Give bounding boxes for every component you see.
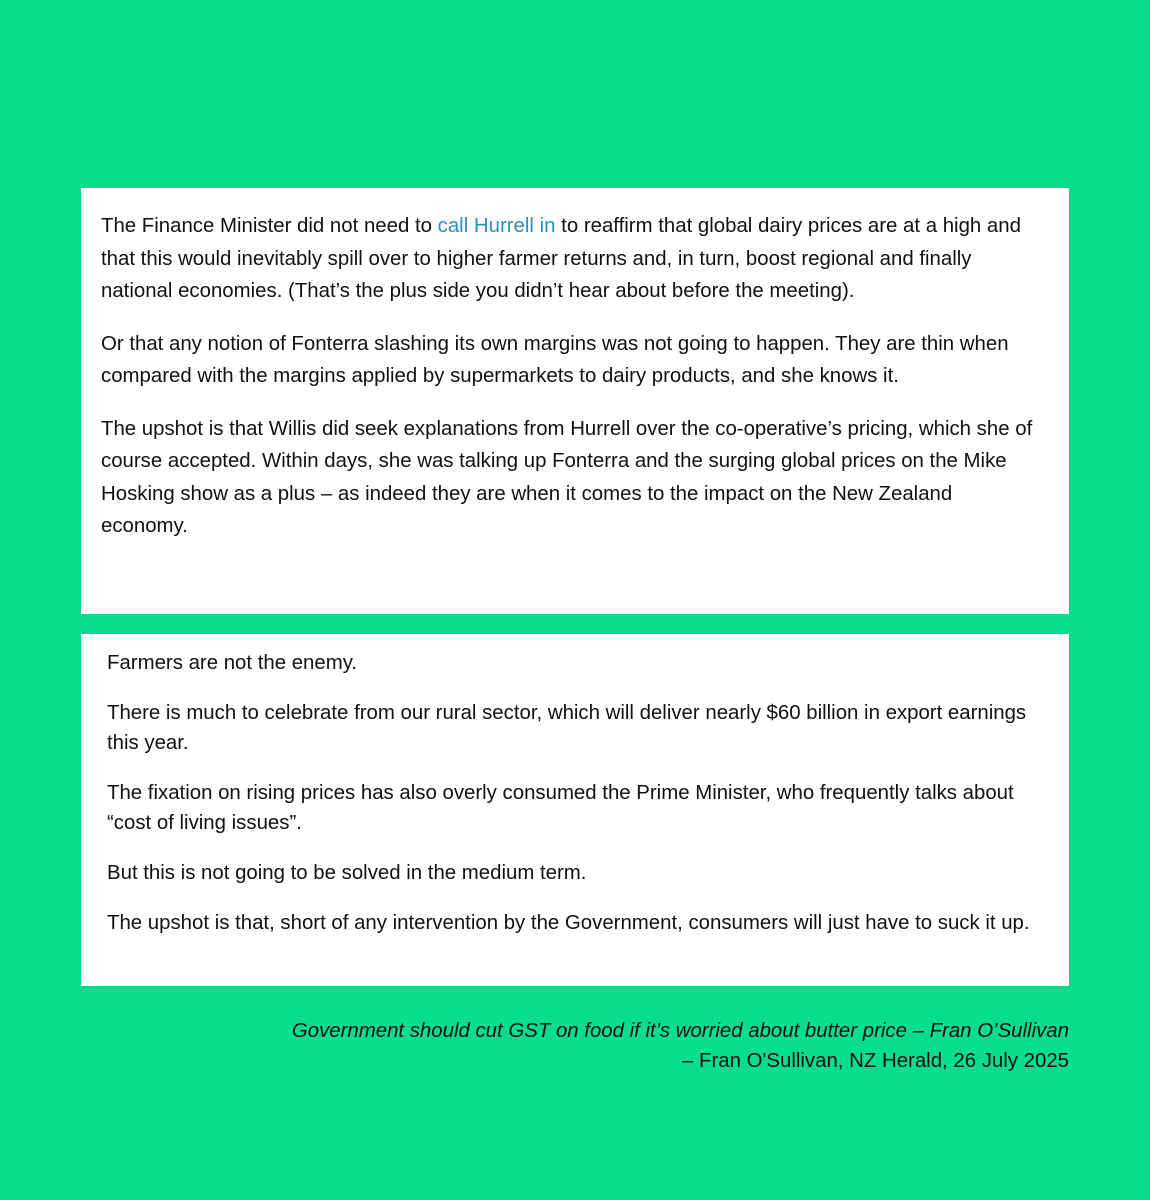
quote-paragraph-1: Farmers are not the enemy. [107, 652, 358, 674]
source-byline: – Fran O'Sullivan, NZ Herald, 26 July 2025 [682, 1050, 1069, 1072]
source-caption [292, 1016, 1069, 1076]
quote-paragraph-2: There is much to celebrate from our rural sector, which will deliver nearly $60 billion in export earnings this year. [107, 702, 1027, 754]
call-hurrell-in-link[interactable]: call Hurrell in [437, 215, 556, 237]
source-headline: Government should cut GST on food if it’s worried about butter price – Fran O’Sullivan [291, 1020, 1069, 1042]
article-paragraph-1 [101, 210, 1039, 308]
quote-excerpt-card [81, 634, 1069, 986]
article-excerpt-card [81, 188, 1069, 614]
quote-paragraph-4: But this is not going to be solved in the medium term. [107, 862, 587, 884]
article-paragraph-1-after: to reaffirm that global dairy prices are at a high and that this would inevitably spill over to higher farmer returns and, in turn, boost regional and finally national economies. (That’s the plus side you didn’t hear about before the meeting). [101, 215, 1021, 302]
quote-paragraph-3: The fixation on rising prices has also overly consumed the Prime Minister, who frequently talks about “cost of living issues”. [107, 782, 1014, 834]
article-paragraph-3: The upshot is that Willis did seek explanations from Hurrell over the co-operative’s pricing, which she of course accepted. Within days, she was talking up Fonterra and the surging global prices on the Mike Hosking show as a plus – as indeed they are when it comes to the impact on the New Zealand economy. [101, 417, 1033, 537]
article-paragraph-2: Or that any notion of Fonterra slashing its own margins was not going to happen. They are thin when compared with the margins applied by supermarkets to dairy products, and she knows it. [101, 332, 1009, 387]
article-paragraph-1-before: The Finance Minister did not need to [101, 215, 438, 237]
quote-paragraph-5: The upshot is that, short of any intervention by the Government, consumers will just have to suck it up. [107, 912, 1030, 934]
